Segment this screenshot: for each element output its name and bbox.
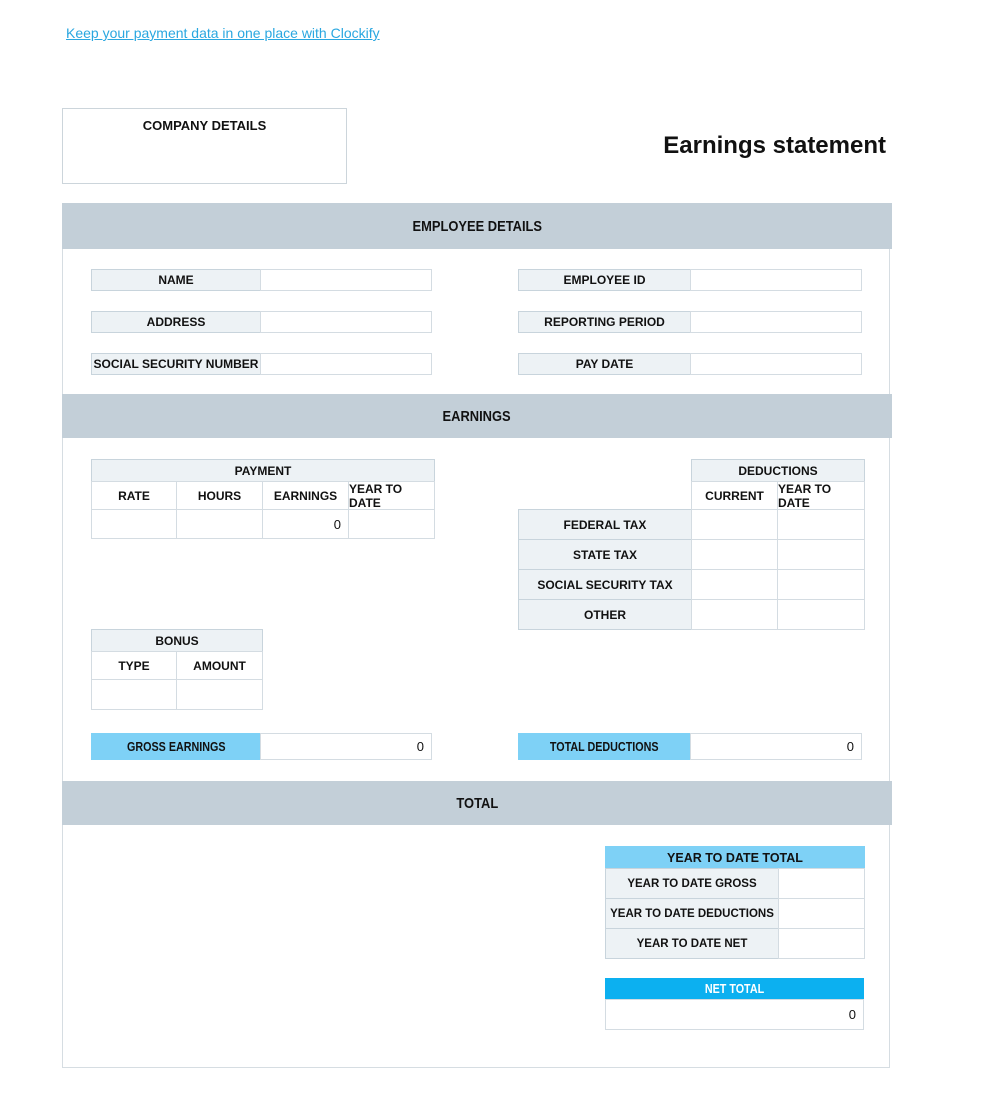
employee-id-input[interactable]	[690, 269, 862, 291]
net-total-title	[605, 978, 864, 1000]
federal-tax-label: FEDERAL TAX	[518, 509, 692, 540]
deductions-table	[518, 459, 864, 629]
reporting-period-label: REPORTING PERIOD	[518, 311, 691, 333]
ssn-input[interactable]	[260, 353, 432, 375]
field-row-employee-id	[518, 269, 862, 291]
section-header-total	[62, 781, 892, 825]
payment-col-hours: HOURS	[176, 481, 263, 510]
name-input[interactable]	[260, 269, 432, 291]
bonus-amount-input[interactable]	[176, 679, 263, 710]
payment-rate-input[interactable]	[91, 509, 177, 539]
payment-table-title: PAYMENT	[91, 459, 435, 482]
total-deductions-value[interactable]: 0	[690, 733, 862, 760]
deductions-col-current: CURRENT	[691, 481, 778, 510]
ytd-total-title: YEAR TO DATE TOTAL	[605, 846, 865, 869]
social-security-tax-current-input[interactable]	[691, 569, 778, 600]
deductions-col-ytd: YEAR TO DATE	[777, 481, 865, 510]
state-tax-label: STATE TAX	[518, 539, 692, 570]
year-to-date-total-table	[605, 846, 864, 958]
employee-id-label: EMPLOYEE ID	[518, 269, 691, 291]
field-row-address	[91, 311, 432, 333]
net-total-block	[605, 978, 864, 1030]
reporting-period-input[interactable]	[690, 311, 862, 333]
ytd-gross-label: YEAR TO DATE GROSS	[605, 868, 779, 899]
ytd-net-input[interactable]	[778, 928, 865, 959]
deductions-table-title: DEDUCTIONS	[691, 459, 865, 482]
payment-ytd-input[interactable]	[348, 509, 435, 539]
payment-col-ytd: YEAR TO DATE	[348, 481, 435, 510]
bonus-type-input[interactable]	[91, 679, 177, 710]
net-total-title-text: NET TOTAL	[704, 982, 765, 996]
field-row-pay-date	[518, 353, 862, 375]
field-row-reporting-period	[518, 311, 862, 333]
state-tax-current-input[interactable]	[691, 539, 778, 570]
section-header-earnings-label: EARNINGS	[442, 407, 512, 425]
pay-date-label: PAY DATE	[518, 353, 691, 375]
federal-tax-ytd-input[interactable]	[777, 509, 865, 540]
gross-earnings-label-text: GROSS EARNINGS	[126, 739, 226, 754]
other-deduction-label: OTHER	[518, 599, 692, 630]
social-security-tax-label: SOCIAL SECURITY TAX	[518, 569, 692, 600]
ytd-net-label: YEAR TO DATE NET	[605, 928, 779, 959]
deductions-spacer	[518, 459, 692, 482]
other-deduction-ytd-input[interactable]	[777, 599, 865, 630]
bonus-col-type: TYPE	[91, 651, 177, 680]
name-label: NAME	[91, 269, 261, 291]
bonus-col-amount: AMOUNT	[176, 651, 263, 680]
payment-earnings-value[interactable]: 0	[262, 509, 349, 539]
state-tax-ytd-input[interactable]	[777, 539, 865, 570]
ytd-deductions-input[interactable]	[778, 898, 865, 929]
field-row-name	[91, 269, 432, 291]
gross-earnings-row	[91, 733, 432, 760]
address-input[interactable]	[260, 311, 432, 333]
payment-col-rate: RATE	[91, 481, 177, 510]
total-deductions-label	[518, 733, 691, 760]
other-deduction-current-input[interactable]	[691, 599, 778, 630]
address-label: ADDRESS	[91, 311, 261, 333]
federal-tax-current-input[interactable]	[691, 509, 778, 540]
pay-date-input[interactable]	[690, 353, 862, 375]
page-title: Earnings statement	[663, 132, 886, 159]
section-header-total-label: TOTAL	[456, 794, 498, 812]
section-header-earnings	[62, 394, 892, 438]
company-details-box[interactable]	[62, 108, 347, 184]
field-row-ssn	[91, 353, 432, 375]
bonus-table-title: BONUS	[91, 629, 263, 652]
payment-col-earnings: EARNINGS	[262, 481, 349, 510]
section-header-employee-details-label: EMPLOYEE DETAILS	[412, 217, 542, 235]
clockify-promo-link[interactable]: Keep your payment data in one place with Clockify	[66, 25, 380, 41]
net-total-value[interactable]: 0	[605, 999, 864, 1030]
ssn-label: SOCIAL SECURITY NUMBER	[91, 353, 261, 375]
social-security-tax-ytd-input[interactable]	[777, 569, 865, 600]
earnings-statement-body	[62, 203, 890, 1068]
gross-earnings-label	[91, 733, 261, 760]
ytd-deductions-label: YEAR TO DATE DEDUCTIONS	[605, 898, 779, 929]
payment-table	[91, 459, 434, 538]
section-header-employee-details	[62, 203, 892, 249]
company-details-title: COMPANY DETAILS	[142, 118, 267, 133]
bonus-table	[91, 629, 262, 709]
ytd-gross-input[interactable]	[778, 868, 865, 899]
gross-earnings-value[interactable]: 0	[260, 733, 432, 760]
payment-hours-input[interactable]	[176, 509, 263, 539]
total-deductions-label-text: TOTAL DEDUCTIONS	[550, 739, 659, 754]
total-deductions-row	[518, 733, 862, 760]
